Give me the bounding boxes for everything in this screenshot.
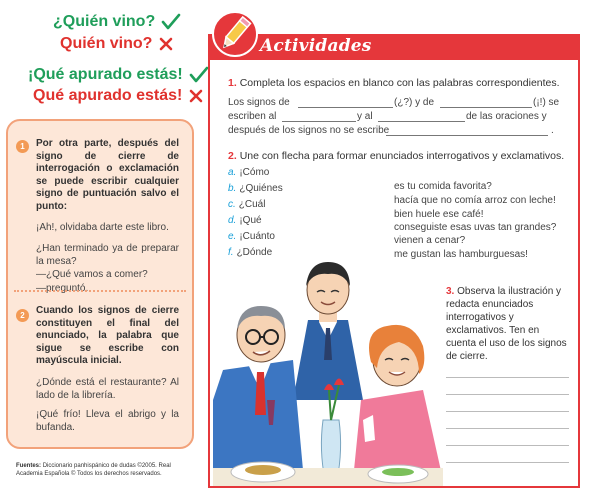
woman-figure	[353, 325, 443, 480]
activities-title: Actividades	[260, 36, 372, 56]
example-text: Qué apurado estás!	[33, 87, 183, 104]
option-text: ¡Cuánto	[239, 231, 275, 242]
option-letter: a.	[228, 167, 237, 178]
option-letter: d.	[228, 215, 237, 226]
rule-1-text: Por otra parte, después del signo de cierre de interrogación o exclamación se puede escribir cualquier signo de puntuación salvo el punto:	[36, 138, 179, 212]
rule-1	[36, 138, 179, 296]
question-number: 3.	[446, 286, 455, 297]
option-a[interactable]	[228, 167, 269, 178]
answer-line[interactable]	[446, 428, 569, 429]
option-d[interactable]	[228, 215, 262, 226]
dinner-illustration	[213, 250, 443, 486]
sources-label: Fuentes:	[16, 463, 42, 469]
answer-line[interactable]	[446, 411, 569, 412]
blank-line[interactable]	[298, 107, 393, 108]
man-with-glasses-figure	[213, 306, 303, 470]
sources-note	[16, 462, 196, 478]
check-icon	[189, 66, 209, 84]
rule-1-example: —¿Qué vamos a comer?	[36, 269, 148, 281]
rule-2-text: Cuando los signos de cierre constituyen el final del enunciado, la palabra que sigue se escribe con mayúscula inicial.	[36, 305, 179, 367]
cross-icon	[158, 36, 174, 52]
rule-number-badge: 1	[16, 140, 29, 153]
question-1-prompt	[228, 77, 573, 90]
option-text: ¿Cuál	[238, 199, 266, 210]
fill-text: de las oraciones y	[466, 111, 547, 122]
rule-1-example: ¿Han terminado ya de preparar la mesa?	[36, 243, 179, 267]
standing-waiter-figure	[293, 262, 363, 400]
example-text: Quién vino?	[60, 35, 153, 52]
fill-text: escriben al	[228, 111, 277, 122]
option-letter: e.	[228, 231, 237, 242]
rule-1-example: ¡Ah!, olvidaba darte este libro.	[36, 221, 169, 233]
blank-line[interactable]	[440, 107, 532, 108]
answer-line[interactable]	[446, 462, 569, 463]
phrase-item[interactable]: bien huele ese café!	[394, 209, 484, 220]
phrase-item[interactable]: es tu comida favorita?	[394, 181, 492, 192]
rule-1-example: —preguntó.	[36, 282, 89, 294]
blank-line[interactable]	[386, 135, 548, 136]
fill-text: Los signos de	[228, 97, 290, 108]
option-b[interactable]	[228, 183, 283, 194]
answer-line[interactable]	[446, 394, 569, 395]
question-number: 2.	[228, 150, 237, 162]
option-text: ¿Dónde	[236, 247, 273, 258]
option-letter: f.	[228, 247, 234, 258]
pencil-icon	[211, 10, 259, 58]
example-question-incorrect	[60, 35, 174, 53]
rule-2-example: ¡Qué frío! Lleva el abrigo y la bufanda.	[36, 409, 179, 433]
example-text: ¡Qué apurado estás!	[28, 66, 183, 83]
phrase-item[interactable]: conseguiste esas uvas tan grandes?	[394, 222, 557, 233]
rule-2	[36, 305, 179, 434]
example-exclamation-correct	[28, 66, 209, 84]
sources-text: Diccionario panhispánico de dudas ©2005. Real Academia Española © Todos los derechos reservados.	[16, 463, 171, 477]
phrase-item[interactable]: me gustan las hamburguesas!	[394, 249, 528, 260]
blank-line[interactable]	[282, 121, 356, 122]
fill-text: (¡!) se	[533, 97, 560, 108]
option-letter: b.	[228, 183, 237, 194]
question-text: Completa los espacios en blanco con las palabras correspondientes.	[239, 77, 560, 89]
phrase-item[interactable]: hacía que no comía arroz con leche!	[394, 195, 556, 206]
question-text: Une con flecha para formar enunciados interrogativos y exclamativos.	[239, 150, 565, 162]
question-2-prompt	[228, 150, 578, 163]
option-text: ¡Qué	[239, 215, 262, 226]
option-letter: c.	[228, 199, 236, 210]
fill-text: (¿?) y de	[394, 97, 435, 108]
fill-text: después de los signos no se escribe	[228, 125, 390, 136]
example-exclamation-incorrect	[33, 87, 204, 105]
option-e[interactable]	[228, 231, 275, 242]
option-c[interactable]	[228, 199, 265, 210]
example-question-correct	[53, 13, 181, 31]
rule-2-example: ¿Dónde está el restaurante? Al lado de la librería.	[36, 376, 179, 401]
phrase-item[interactable]: vienen a cenar?	[394, 235, 466, 246]
option-text: ¡Cómo	[239, 167, 270, 178]
rule-number-badge: 2	[16, 309, 29, 322]
fill-text: y al	[357, 111, 373, 122]
rule-divider	[14, 290, 186, 292]
blank-line[interactable]	[378, 121, 465, 122]
example-text: ¿Quién vino?	[53, 13, 156, 30]
fill-text: .	[551, 125, 554, 136]
answer-line[interactable]	[446, 445, 569, 446]
answer-line[interactable]	[446, 377, 569, 378]
option-text: ¿Quiénes	[239, 183, 283, 194]
check-icon	[161, 13, 181, 31]
question-3-prompt	[446, 285, 570, 363]
question-text: Observa la ilustración y redacta enunciados interrogativos y exclamativos. Ten en cuenta el uso de los signos de cierre.	[446, 286, 567, 362]
cross-icon	[188, 88, 204, 104]
question-number: 1.	[228, 77, 237, 89]
